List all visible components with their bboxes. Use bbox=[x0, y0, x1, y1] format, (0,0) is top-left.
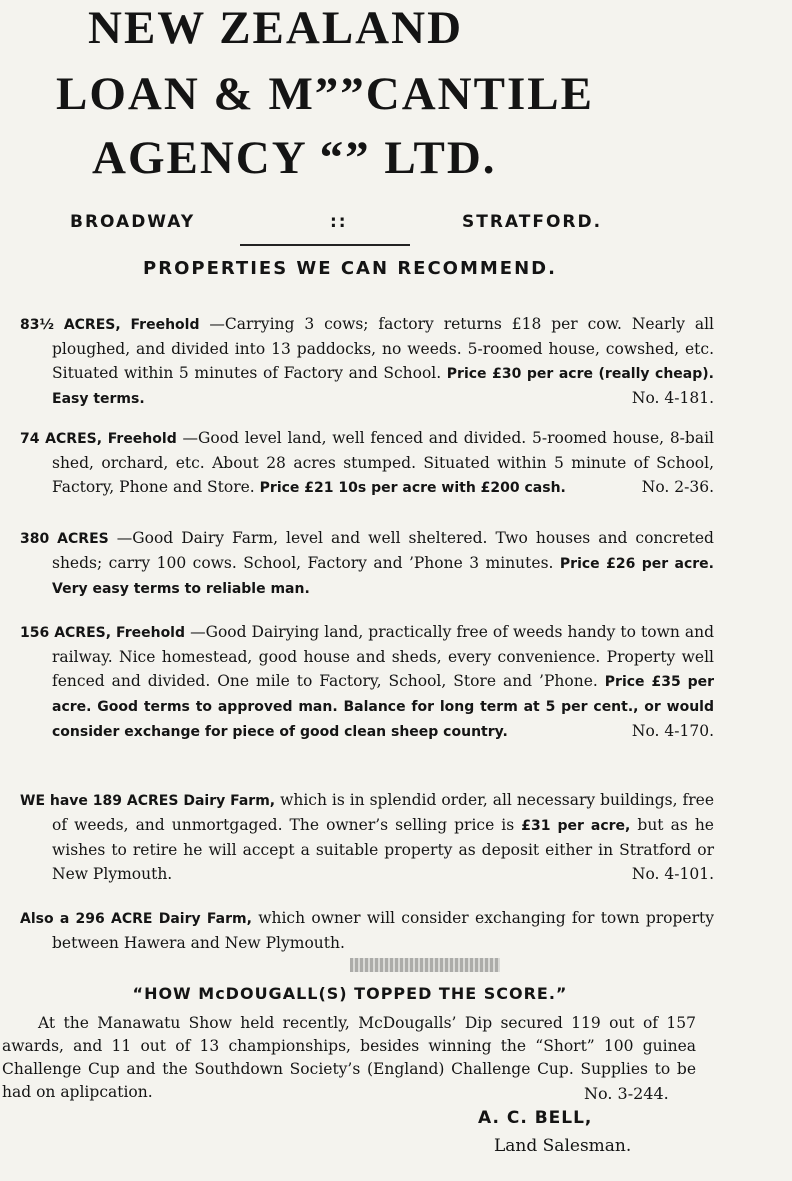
listing-5-title: WE have 189 ACRES Dairy Farm, bbox=[20, 793, 276, 809]
listing-5-body-a: which is in splendid order, all necessary buildings, free of weeds, and unmortgaged. The owner’s selling price is bbox=[52, 791, 714, 834]
listing-3-body: —Good Dairy Farm, level and well sheltered. Two houses and concreted sheds; carry 100 cows. School, Factory and ’Phone 3 minutes. bbox=[52, 529, 714, 572]
address-left: BROADWAY bbox=[70, 212, 196, 232]
agent-title: Land Salesman. bbox=[494, 1136, 632, 1156]
listing-1-ref: No. 4-181. bbox=[631, 389, 714, 407]
listing-4-price: Price £35 per acre. Good terms to approved man. Balance for long term at 5 per cent., or would consider exchange for piece of good clean sheep country. bbox=[52, 674, 715, 740]
listing-2-price: Price £21 10s per acre with £200 cash. bbox=[259, 480, 566, 496]
listing-4-title: 156 ACRES, Freehold bbox=[20, 625, 186, 641]
listing-1-title: 83½ ACRES, Freehold bbox=[20, 317, 200, 333]
listing-3-price: Price £26 per acre. Very easy terms to reliable man. bbox=[52, 556, 714, 597]
listing-6-title: Also a 296 ACRE Dairy Farm, bbox=[20, 911, 252, 927]
company-name-line-1: NEW ZEALAND bbox=[88, 2, 464, 54]
listing-2 bbox=[20, 426, 714, 500]
address-sep: :: bbox=[330, 212, 348, 232]
listing-5-price: £31 per acre, bbox=[521, 818, 631, 834]
mcdougall-paragraph: At the Manawatu Show held recently, McDougalls’ Dip secured 119 out of 157 awards, and 11 out of 13 championships, besides winning the “Short” 100 guinea Challenge Cup and the Southdown Society’s (England) Challenge Cup. Supplies to be had on aplipcation. bbox=[2, 1014, 696, 1101]
listing-1-body: —Carrying 3 cows; factory returns £18 per cow. Nearly all ploughed, and divided into 13 paddocks, no weeds. 5-roomed house, cowshed, etc. Situated within 5 minutes of Factory and School. bbox=[52, 315, 715, 382]
company-name-line-3: AGENCY “” LTD. bbox=[92, 132, 497, 184]
listing-1-price: Price £30 per acre (really cheap). Easy terms. bbox=[52, 366, 714, 407]
notice-ref: No. 3-244. bbox=[584, 1084, 669, 1103]
listing-4 bbox=[20, 620, 714, 744]
listing-5-ref: No. 4-101. bbox=[631, 865, 714, 883]
listing-4-body: —Good Dairying land, practically free of weeds handy to town and railway. Nice homestead, good house and sheds, every convenience. Property well fenced and divided. One mile to Factory, School, Store and ’Phone. bbox=[52, 623, 715, 690]
listing-3 bbox=[20, 526, 714, 601]
divider-rule bbox=[240, 244, 410, 246]
section-heading: PROPERTIES WE CAN RECOMMEND. bbox=[143, 258, 557, 279]
listing-3-title: 380 ACRES bbox=[20, 531, 109, 547]
company-name-line-2: LOAN & M””CANTILE bbox=[56, 68, 594, 120]
mcdougall-heading: “HOW McDOUGALL(S) TOPPED THE SCORE.” bbox=[132, 984, 568, 1003]
listing-6-body: which owner will consider exchanging for town property between Hawera and New Plymouth. bbox=[52, 909, 714, 952]
listing-4-ref: No. 4-170. bbox=[631, 722, 714, 740]
listing-5 bbox=[20, 788, 714, 886]
listing-2-body: —Good level land, well fenced and divided. 5-roomed house, 8-bail shed, orchard, etc. About 28 acres stumped. Situated within 5 minute of School, Factory, Phone and Store. bbox=[52, 429, 714, 496]
print-smudge bbox=[350, 958, 500, 972]
address-right: STRATFORD. bbox=[462, 212, 603, 232]
listing-2-ref: No. 2-36. bbox=[641, 478, 714, 496]
listing-5-body-b: but as he wishes to retire he will accept a suitable property as deposit either in Stratford or New Plymouth. bbox=[52, 816, 714, 883]
agent-name: A. C. BELL, bbox=[478, 1108, 593, 1128]
listing-2-title: 74 ACRES, Freehold bbox=[20, 431, 177, 447]
listing-6 bbox=[20, 906, 714, 955]
listing-1 bbox=[20, 312, 714, 411]
